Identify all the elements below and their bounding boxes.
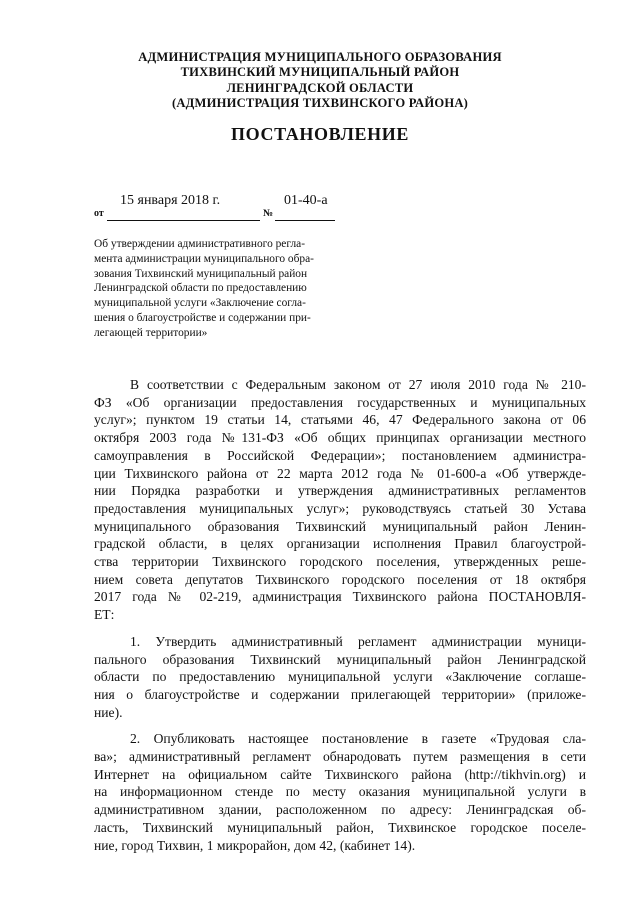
subject-line: муниципальной услуги «Заключение согла- [94,297,306,310]
body-line: услуг»; пунктом 19 статьи 14, статьями 46, 47 Федерального закона от 06 [94,412,586,428]
date-underline [107,220,260,221]
subject-line: легающей территории» [94,326,208,339]
body-line: ние). [94,704,123,720]
body-line: ства территории Тихвинского городского поселения, утвержденных реше- [94,554,586,570]
document-body [94,376,586,854]
paragraph-gap [94,721,586,730]
body-line: ва»; административный регламент обнародовать путем размещения в сети [94,749,586,765]
body-line: ЕТ: [94,607,115,623]
body-line: ласть, Тихвинский муниципальный район, Тихвинское городское поселе- [94,819,586,835]
preamble-paragraph [94,376,586,624]
body-line: нием совета депутатов Тихвинского городского поселения от 18 октября [94,571,586,587]
body-line: ние, город Тихвин, 1 микрорайон, дом 42, (кабинет 14). [94,837,416,853]
subject-line: шения о благоустройстве и содержании при- [94,311,311,324]
body-line: предоставления муниципальных услуг»; руководствуясь статьей 30 Устава [94,500,586,516]
body-line: нии Порядка разработки и утверждения административных регламентов [94,483,586,499]
header-line: (АДМИНИСТРАЦИЯ ТИХВИНСКОГО РАЙОНА) [171,95,469,110]
number-value: 01-40-а [284,193,328,208]
body-line: октября 2003 года №131-ФЗ «Об общих принципах организации местного [94,430,586,446]
body-line: ции Тихвинского района от 22 марта 2012 года № 01-600-а «Об утвержде- [94,465,586,481]
body-line: ния о благоустройстве и содержании прилегающей территории» (приложе- [94,686,586,702]
document-title: ПОСТАНОВЛЕНИЕ [231,124,409,144]
body-line: муниципального образования Тихвинский муниципальный район Ленин- [94,518,586,534]
subject-line: мента администрации муниципального обра- [94,252,314,265]
body-line: ФЗ «Об организации предоставления государственных и муниципальных [94,394,586,410]
body-line: самоуправления в Российской Федерации»; постановлением администра- [94,447,586,463]
header-line: АДМИНИСТРАЦИЯ МУНИЦИПАЛЬНОГО ОБРАЗОВАНИЯ [138,50,502,64]
header-line: ЛЕНИНГРАДСКОЙ ОБЛАСТИ [226,80,414,95]
document-header [0,50,640,111]
paragraph-gap [94,624,586,633]
subject-line: зования Тихвинский муниципальный район [94,267,308,280]
body-line: области по предоставлению муниципальной услуги «Заключение соглаше- [94,669,586,685]
header-line: ТИХВИНСКИЙ МУНИЦИПАЛЬНЫЙ РАЙОН [180,65,460,80]
subject-line: Об утверждении административного регла- [94,238,305,250]
body-line: административном здании, расположенном по адресу: Ленинградская об- [94,802,586,818]
clause-2-paragraph [94,730,586,854]
date-value: 15 января 2018 г. [120,193,221,208]
body-line: пального образования Тихвинский муниципальный район Ленинградской [94,651,586,667]
number-underline [275,220,335,221]
body-line: 2. Опубликовать настоящее постановление в газете «Трудовая сла- [130,731,586,747]
body-line: 1. Утвердить административный регламент администрации муници- [130,633,586,649]
body-line: градской области, в целях организации исполнения Правил благоустрой- [94,536,586,552]
from-label: от [94,208,104,219]
body-line: 2017 года № 02-219, администрация Тихвинского района ПОСТАНОВЛЯ- [94,589,586,605]
subject-line: Ленинградской области по предоставлению [94,282,307,295]
body-line: на информационном стенде по месту оказания муниципальной услуги в [94,784,586,800]
clause-1-paragraph [94,633,586,722]
document-subject [94,237,346,341]
number-label: № [263,208,274,219]
body-line: Интернет на официальном сайте Тихвинского района (http://tikhvin.org) и [94,766,586,782]
body-line: В соответствии с Федеральным законом от 27 июля 2010 года № 210- [130,377,586,392]
